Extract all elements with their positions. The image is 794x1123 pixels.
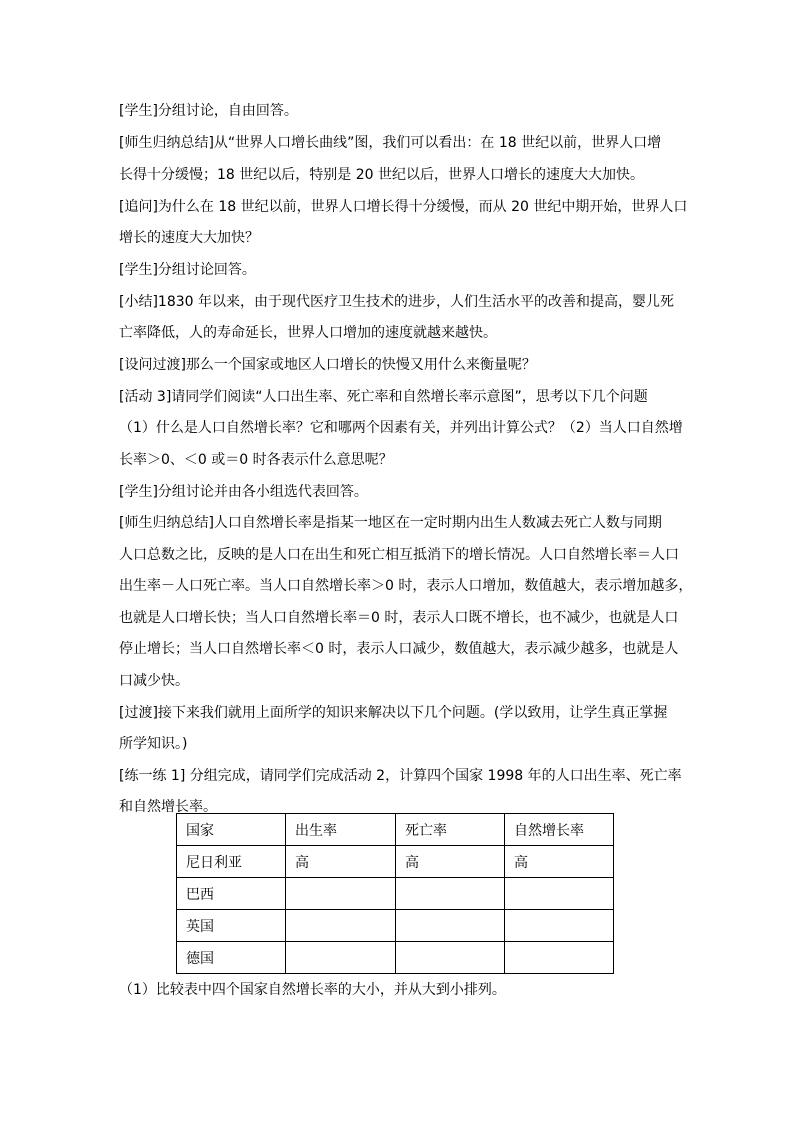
table-cell: 德国	[177, 942, 286, 974]
question-line: （1）比较表中四个国家自然增长率的大小，并从大到小排列。	[119, 982, 506, 998]
table-header-cell: 国家	[177, 814, 286, 846]
table-cell	[505, 910, 614, 942]
table-cell	[286, 878, 396, 910]
table-cell: 高	[286, 846, 396, 878]
table-row	[177, 878, 614, 910]
table-cell: 高	[396, 846, 505, 878]
text-line: 所学知识。)	[119, 736, 188, 752]
text-line: [设问过渡]那么一个国家或地区人口增长的快慢又用什么来衡量呢？	[119, 357, 536, 373]
table-cell	[396, 878, 505, 910]
table-cell: 高	[505, 846, 614, 878]
table-header-cell: 出生率	[286, 814, 396, 846]
table-cell	[396, 910, 505, 942]
table-cell	[505, 942, 614, 974]
table-row	[177, 942, 614, 974]
text-line: [追问]为什么在 18 世纪以前，世界人口增长得十分缓慢，而从 20 世纪中期开始，世界人口	[119, 199, 688, 215]
text-line: 长得十分缓慢；18 世纪以后，特别是 20 世纪以后，世界人口增长的速度大大加快。	[119, 167, 644, 183]
text-line: [学生]分组讨论回答。	[119, 262, 256, 278]
text-line: 出生率－人口死亡率。当人口自然增长率＞0 时，表示人口增加，数值越大，表示增加越多，	[119, 578, 693, 594]
table-row	[177, 846, 614, 878]
table-cell: 英国	[177, 910, 286, 942]
text-line: 口减少快。	[119, 673, 189, 689]
text-line: [过渡]接下来我们就用上面所学的知识来解决以下几个问题。(学以致用，让学生真正掌握	[119, 705, 668, 721]
text-line: [小结]1830 年以来，由于现代医疗卫生技术的进步，人们生活水平的改善和提高，婴儿死	[119, 294, 675, 310]
table-header-row	[177, 814, 614, 846]
table-cell	[286, 910, 396, 942]
text-line: [练一练 1] 分组完成，请同学们完成活动 2，计算四个国家 1998 年的人口出生率、死亡率	[119, 768, 682, 784]
text-line: [师生归纳总结]人口自然增长率是指某一地区在一定时期内出生人数减去死亡人数与同期	[119, 515, 662, 531]
table-row	[177, 910, 614, 942]
text-line: [学生]分组讨论并由各小组选代表回答。	[119, 484, 368, 500]
text-line: 也就是人口增长快；当人口自然增长率＝0 时，表示人口既不增长，也不减少，也就是人口	[119, 610, 679, 626]
table-header-cell: 自然增长率	[505, 814, 614, 846]
text-line: （1）什么是人口自然增长率？它和哪两个因素有关，并列出计算公式？（2）当人口自然增	[119, 420, 683, 436]
text-line: 增长的速度大大加快？	[119, 230, 259, 246]
table-cell	[286, 942, 396, 974]
text-line: [学生]分组讨论，自由回答。	[119, 103, 298, 119]
table-header-cell: 死亡率	[396, 814, 505, 846]
table-cell: 尼日利亚	[177, 846, 286, 878]
text-line: 人口总数之比，反映的是人口在出生和死亡相互抵消下的增长情况。人口自然增长率＝人口	[119, 547, 679, 563]
text-line: 长率＞0、＜0 或＝0 时各表示什么意思呢？	[119, 452, 393, 468]
text-line: 停止增长；当人口自然增长率＜0 时，表示人口减少，数值越大，表示减少越多，也就是人	[119, 641, 679, 657]
text-line: 和自然增长率。	[119, 799, 217, 815]
text-line: 亡率降低，人的寿命延长，世界人口增加的速度就越来越快。	[119, 325, 497, 341]
birth-death-rate-table	[176, 813, 614, 974]
table-cell: 巴西	[177, 878, 286, 910]
text-line: [师生归纳总结]从“世界人口增长曲线”图，我们可以看出：在 18 世纪以前，世界人口增	[119, 135, 662, 151]
text-line: [活动 3]请同学们阅读“人口出生率、死亡率和自然增长率示意图”，思考以下几个问题	[119, 389, 648, 405]
table-cell	[396, 942, 505, 974]
table-cell	[505, 878, 614, 910]
